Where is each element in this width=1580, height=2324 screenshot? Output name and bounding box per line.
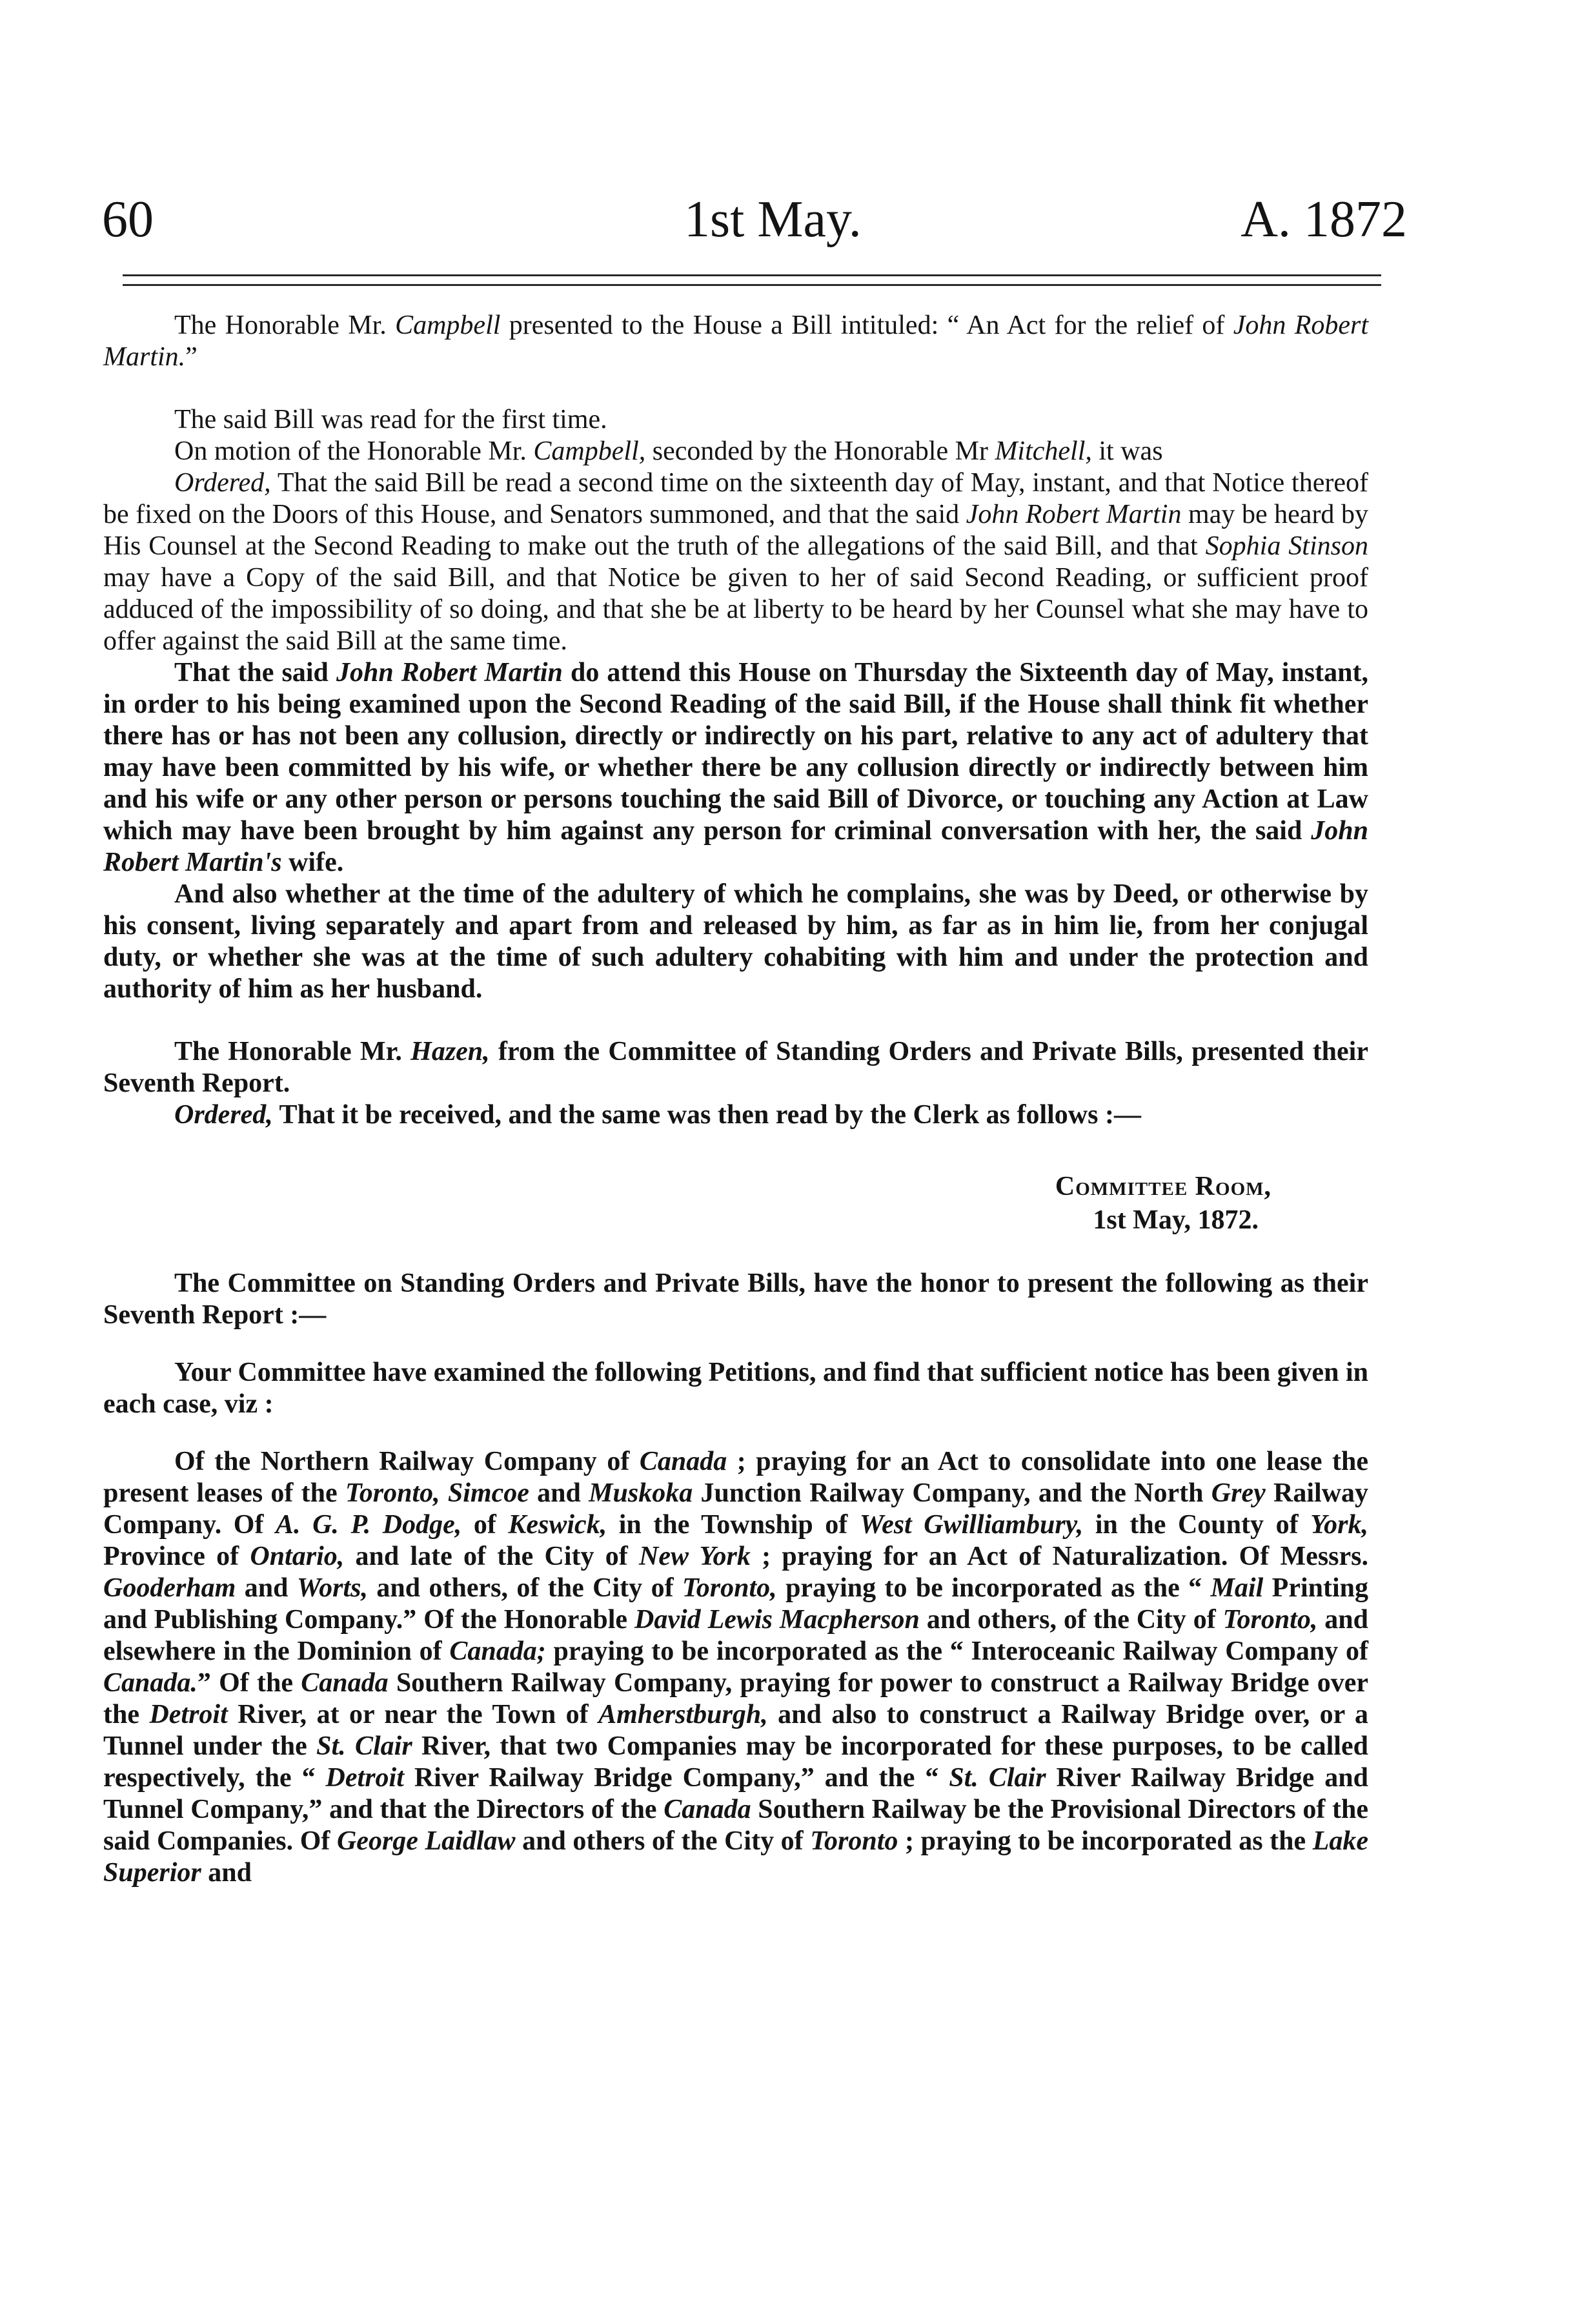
paragraph-seventh-report-intro: The Committee on Standing Orders and Private Bills, have the honor to present the following as their Seventh Report :— bbox=[103, 1269, 1368, 1330]
paragraph-bill-presented: The Honorable Mr. Campbell presented to the House a Bill intituled: “ An Act for the relief of John Robert Martin.” bbox=[103, 311, 1368, 372]
page-date: 1st May. bbox=[684, 191, 862, 248]
paragraph-petitions-examined: Your Committee have examined the following Petitions, and find that sufficient notice has been given in each case, viz : bbox=[103, 1358, 1368, 1419]
paragraph-attendance: That the said John Robert Martin do attend this House on Thursday the Sixteenth day of May, instant, in order to his being examined upon the Second Reading of the said Bill, if the House shall think fit whether there has or has not been any collusion, directly or indirectly on his part, relative to any act of adultery that may have been committed by his wife, or whether there be any collusion directly or indirectly between him and his wife or any other person or persons touching the said Bill of Divorce, or touching any Action at Law which may have been brought by him against any person for criminal conversation with her, the said John Robert Martin's wife. bbox=[103, 658, 1368, 877]
page-header bbox=[90, 187, 1407, 258]
header-rule-top bbox=[123, 274, 1381, 276]
paragraph-petitions-list: Of the Northern Railway Company of Canada ; praying for an Act to consolidate into one lease the present leases of the Toronto, Simcoe and Muskoka Junction Railway Company, and the North Grey Railway Company. Of A. G. P. Dodge, of Keswick, in the Township of West Gwilliambury, in the County of York, Province of Ontario, and late of the City of New York ; praying for an Act of Naturalization. Of Messrs. Gooderham and Worts, and others, of the City of Toronto, praying to be incorporated as the “ Mail Printing and Publishing Company.” Of the Honorable David Lewis Macpherson and others, of the City of Toronto, and elsewhere in the Dominion of Canada; praying to be incorporated as the “ Interoceanic Railway Company of Canada.” Of the Canada Southern Railway Company, praying for power to construct a Railway Bridge over the Detroit River, at or near the Town of Amherstburgh, and also to construct a Railway Bridge over, or a Tunnel under the St. Clair River, that two Companies may be incorporated for these purposes, to be called respectively, the “ Detroit River Railway Bridge Company,” and the “ St. Clair River Railway Bridge and Tunnel Company,” and that the Directors of the Canada Southern Railway be the Provisional Directors of the said Companies. Of George Laidlaw and others of the City of Toronto ; praying to be incorporated as the Lake Superior and bbox=[103, 1447, 1369, 1888]
paragraph-first-reading: The said Bill was read for the first time. bbox=[174, 405, 607, 434]
paragraph-ordered-received: Ordered, That it be received, and the same was then read by the Clerk as follows :— bbox=[174, 1100, 1141, 1130]
committee-room-date: 1st May, 1872. bbox=[1093, 1205, 1259, 1235]
paragraph-adultery-question: And also whether at the time of the adultery of which he complains, she was by Deed, or otherwise by his consent, living separately and apart from and released by him, as far as in him lie, from her conjugal duty, or whether she was at the time of such adultery cohabiting with him and under the protection and authority of him as her husband. bbox=[103, 879, 1368, 1004]
paragraph-order-second-reading: Ordered, That the said Bill be read a second time on the sixteenth day of May, instant, and that Notice thereof be fixed on the Doors of this House, and Senators summoned, and that the said John Robert Martin may be heard by His Counsel at the Second Reading to make out the truth of the allegations of the said Bill, and that Sophia Stinson may have a Copy of the said Bill, and that Notice be given to her of said Second Reading, or sufficient proof adduced of the impossibility of so doing, and that she be at liberty to be heard by her Counsel what she may have to offer against the said Bill at the same time. bbox=[103, 468, 1369, 656]
page-number: 60 bbox=[102, 191, 154, 248]
document-body bbox=[103, 310, 1368, 1889]
paragraph-motion: On motion of the Honorable Mr. Campbell, seconded by the Honorable Mr Mitchell, it was bbox=[174, 436, 1163, 466]
paragraph-committee-report: The Honorable Mr. Hazen, from the Committee of Standing Orders and Private Bills, presented their Seventh Report. bbox=[103, 1037, 1368, 1098]
page-year: A. 1872 bbox=[1241, 191, 1407, 248]
committee-room-label: Committee Room, bbox=[1055, 1172, 1271, 1201]
header-rule-bottom bbox=[123, 284, 1381, 286]
committee-room-dateline bbox=[103, 1170, 1368, 1237]
